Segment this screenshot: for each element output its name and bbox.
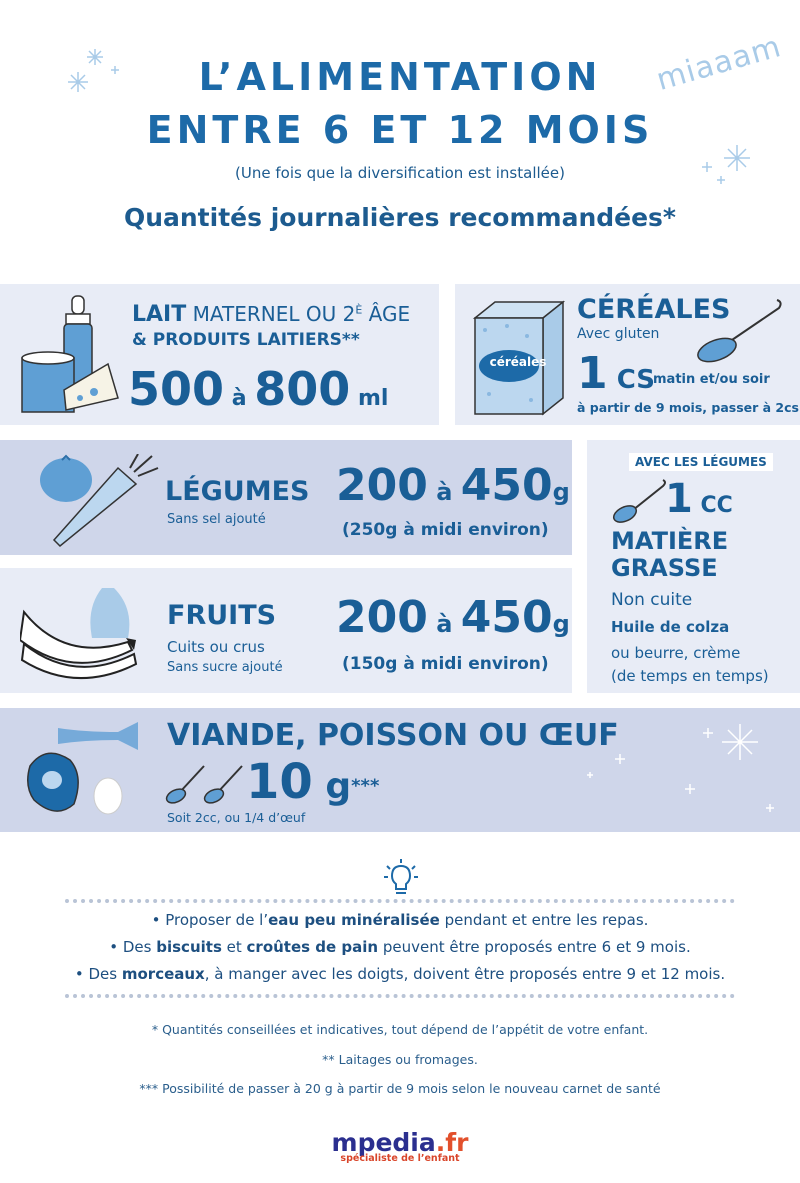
legumes-quantity: 200 à 450g [336,460,570,511]
lait-title: LAIT MATERNEL OU $2^È$ ÂGE [132,302,411,327]
viande-title: VIANDE, POISSON OU ŒUF [167,718,619,753]
footnote: * Quantités conseillées et indicatives, tout dépend de l’appétit de votre enfant. [151,1022,649,1037]
matiere-quantity: 1 CC [665,476,733,522]
fruits-panel [0,568,572,693]
matiere-grasse-panel [587,440,800,693]
viande-note: Soit 2cc, ou 1/4 d’œuf [167,810,306,825]
carrot-tomato-icon [38,454,166,550]
page-title-line2: ENTRE 6 ET 12 MOIS [146,108,654,152]
legumes-title: LÉGUMES [165,476,310,507]
sparkle-icon [580,714,780,824]
miaaam-text: miaaam [652,29,786,98]
matiere-line1: Non cuite [611,590,693,610]
legumes-panel [0,440,572,555]
lait-title-line2: & PRODUITS LAITIERS** [132,330,360,350]
cereales-note: à partir de 9 mois, passer à 2cs [577,400,799,415]
footnote: ** Laitages ou fromages. [322,1052,478,1067]
dotted-divider [65,994,735,998]
spoon-icon [687,292,787,364]
legumes-sub: Sans sel ajouté [167,512,266,527]
matiere-title: MATIÈRE GRASSE [611,527,729,582]
lait-quantity: 500 à 800 ml [128,362,389,416]
cereales-sub: Avec gluten [577,326,660,342]
matiere-line4: (de temps en temps) [611,667,769,685]
section-title: Quantités journalières recommandées* [123,203,677,232]
cereal-box-label: céréales [489,355,547,369]
baby-bottle-icon [14,292,124,420]
meat-fish-egg-icon [24,716,154,826]
cereales-panel [455,284,800,425]
fruits-sub2: Sans sucre ajouté [167,660,283,675]
spoon-icon [609,476,669,524]
mpedia-logo[interactable]: mpedia.fr spécialiste de l’enfant [331,1128,469,1164]
page-title-line1: L’ALIMENTATION [198,55,602,99]
fruits-sub1: Cuits ou crus [167,638,265,656]
cereales-when: matin et/ou soir [653,372,770,387]
fruits-note: (150g à midi environ) [342,654,549,674]
viande-quantity: 10 g*** [246,754,380,810]
lait-panel [0,284,439,425]
subtitle: (Une fois que la diversification est installée) [235,164,565,182]
fruits-quantity: 200 à 450g [336,592,570,643]
cereales-quantity: 1 CS [577,348,655,399]
tip-item: • Des morceaux, à manger avec les doigts, doivent être proposés entre 9 et 12 mois. [74,965,726,983]
footnote: *** Possibilité de passer à 20 g à partir de 9 mois selon le nouveau carnet de santé [139,1081,661,1096]
matiere-line2: Huile de colza [611,618,730,636]
legumes-note: (250g à midi environ) [342,520,549,540]
spoons-icon [162,762,248,806]
tip-item: • Des biscuits et croûtes de pain peuvent être proposés entre 6 et 9 mois. [109,938,691,956]
matiere-header: AVEC LES LÉGUMES [629,453,773,471]
fruits-title: FRUITS [167,600,277,631]
tip-item: • Proposer de l’eau peu minéralisée pendant et entre les repas. [151,911,649,929]
banana-pear-icon [20,582,150,682]
viande-panel [0,708,800,832]
dotted-divider [65,899,735,903]
matiere-line3: ou beurre, crème [611,644,741,662]
lightbulb-icon [383,858,419,896]
cereales-title: CÉRÉALES [577,294,731,325]
